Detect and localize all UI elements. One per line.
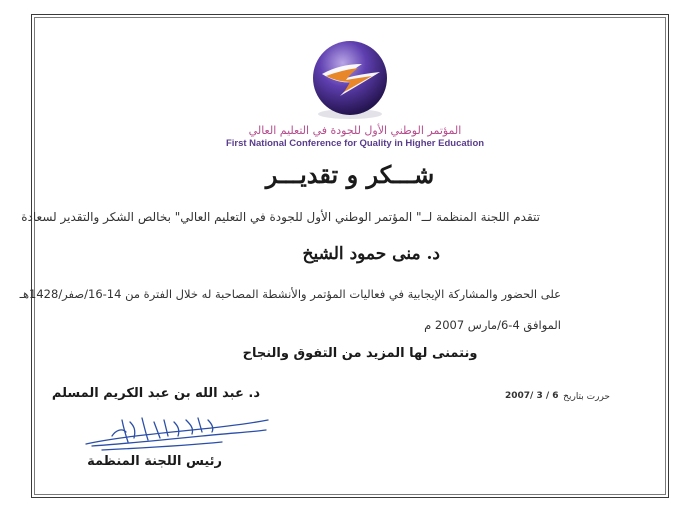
handwritten-signature [82,408,272,454]
signer-name: د. عبد الله بن عبد الكريم المسلم [51,386,260,401]
attendance-text: على الحضور والمشاركة الإيجابية في فعاليات المؤتمر والأنشطة المصاحبة له خلال الفترة من 14-16/صفر/1428هـ [19,287,561,301]
signer-role: رئيس اللجنة المنظمة [87,454,222,469]
certificate-title: شـــكر و تقديـــر [265,160,435,189]
gregorian-date-text: الموافق 4-6/مارس 2007 م [424,318,561,332]
issue-date-label: حررت بتاريخ [563,392,610,402]
recipient-name: د. منى حمود الشيخ [302,244,440,264]
issue-date-value: 2007/ 3 / 6 [505,391,559,401]
intro-text: تتقدم اللجنة المنظمة لــ" المؤتمر الوطني الأول للجودة في التعليم العالي" بخالص الشكر والتقدير لسعادة [21,210,540,224]
conference-name-arabic: المؤتمر الوطني الأول للجودة في التعليم العالي [248,124,462,137]
conference-name-english: First National Conference for Quality in Higher Education [225,138,485,149]
wish-text: ونتمنى لها المزيد من التفوق والنجاح [242,346,478,361]
conference-logo [300,34,400,124]
